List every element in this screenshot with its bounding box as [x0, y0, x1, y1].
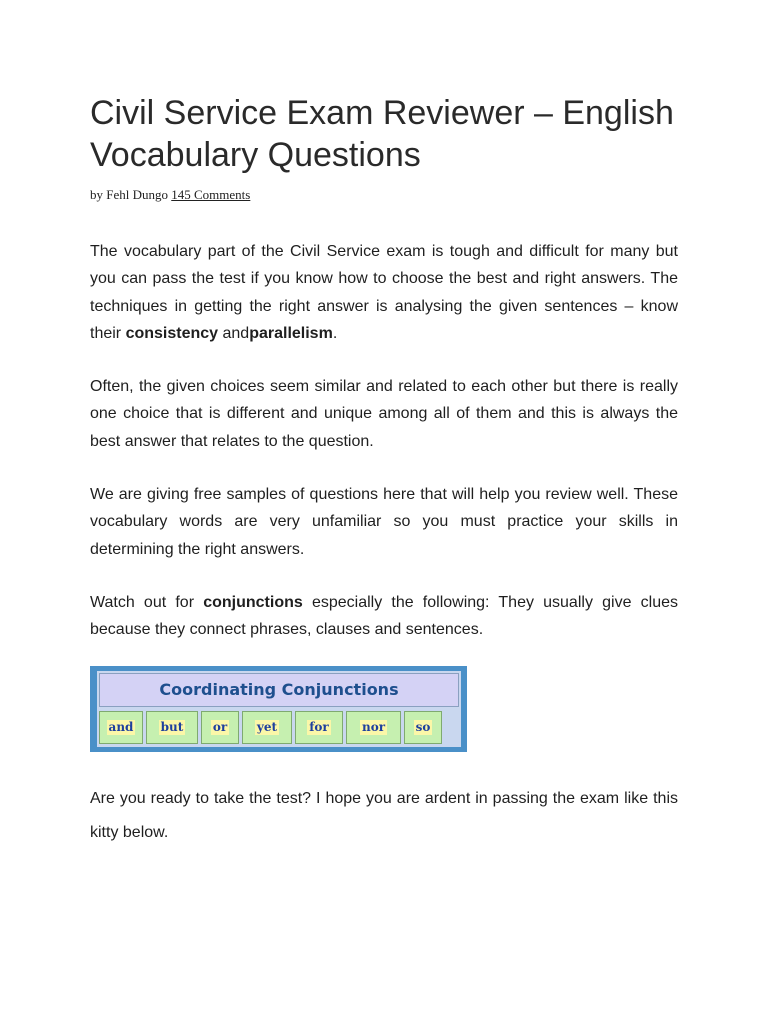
conjunction-word: so [415, 720, 431, 734]
conj-rest-text: especially the following: They usually give clues because they connect phrases, clauses and sentences. [90, 594, 679, 639]
article-title: Civil Service Exam Reviewer – English Vocabulary Questions [90, 94, 674, 174]
conjunction-word: but [160, 720, 184, 734]
conjunction-word: for [309, 720, 329, 734]
term-consistency: consistency [125, 324, 219, 342]
conjunction-word: yet [256, 720, 278, 734]
paragraph-ready: Are you ready to take the test? I hope you are ardent in passing the exam like this kitty below. [90, 790, 678, 841]
conjunction-cell-so [404, 711, 442, 744]
conjunction-cell-but [146, 711, 198, 744]
coordinating-conjunctions-table [90, 666, 467, 752]
intro-period: . [332, 324, 338, 342]
byline [90, 187, 250, 203]
conj-intro-text: Watch out for [90, 594, 204, 611]
conjunction-cell-and [99, 711, 143, 744]
intro-connector: and [218, 324, 250, 342]
paragraph-intro [90, 238, 678, 347]
intro-text: The vocabulary part of the Civil Service exam is tough and difficult for many but you can pass the test if you know how to choose the best and right answers. The techniques in getting the right answer is analysing the given sentences – know their [90, 243, 678, 342]
term-conjunctions: conjunctions [203, 594, 303, 611]
conjunction-cell-yet [242, 711, 292, 744]
table-body [97, 671, 461, 747]
conjunction-word: or [212, 720, 228, 734]
conjunction-cell-or [201, 711, 239, 744]
paragraph-samples: We are giving free samples of questions here that will help you review well. These vocabulary words are very unfamiliar so you must practice your skills in determining the right answers. [90, 486, 678, 558]
comments-link[interactable]: 145 Comments [171, 187, 251, 202]
author-name: by Fehl Dungo [90, 187, 172, 202]
term-parallelism: parallelism [249, 324, 333, 342]
conjunction-word: and [108, 720, 134, 734]
conjunction-cell-nor [346, 711, 401, 744]
conjunction-cell-for [295, 711, 343, 744]
paragraph-conjunctions [90, 589, 678, 644]
conjunction-row [99, 711, 459, 744]
paragraph-choices: Often, the given choices seem similar and related to each other but there is really one choice that is different and unique among all of them and this is always the best answer that relates to the question. [90, 378, 678, 450]
conjunction-word: nor [361, 720, 386, 734]
table-header: Coordinating Conjunctions [99, 673, 459, 707]
